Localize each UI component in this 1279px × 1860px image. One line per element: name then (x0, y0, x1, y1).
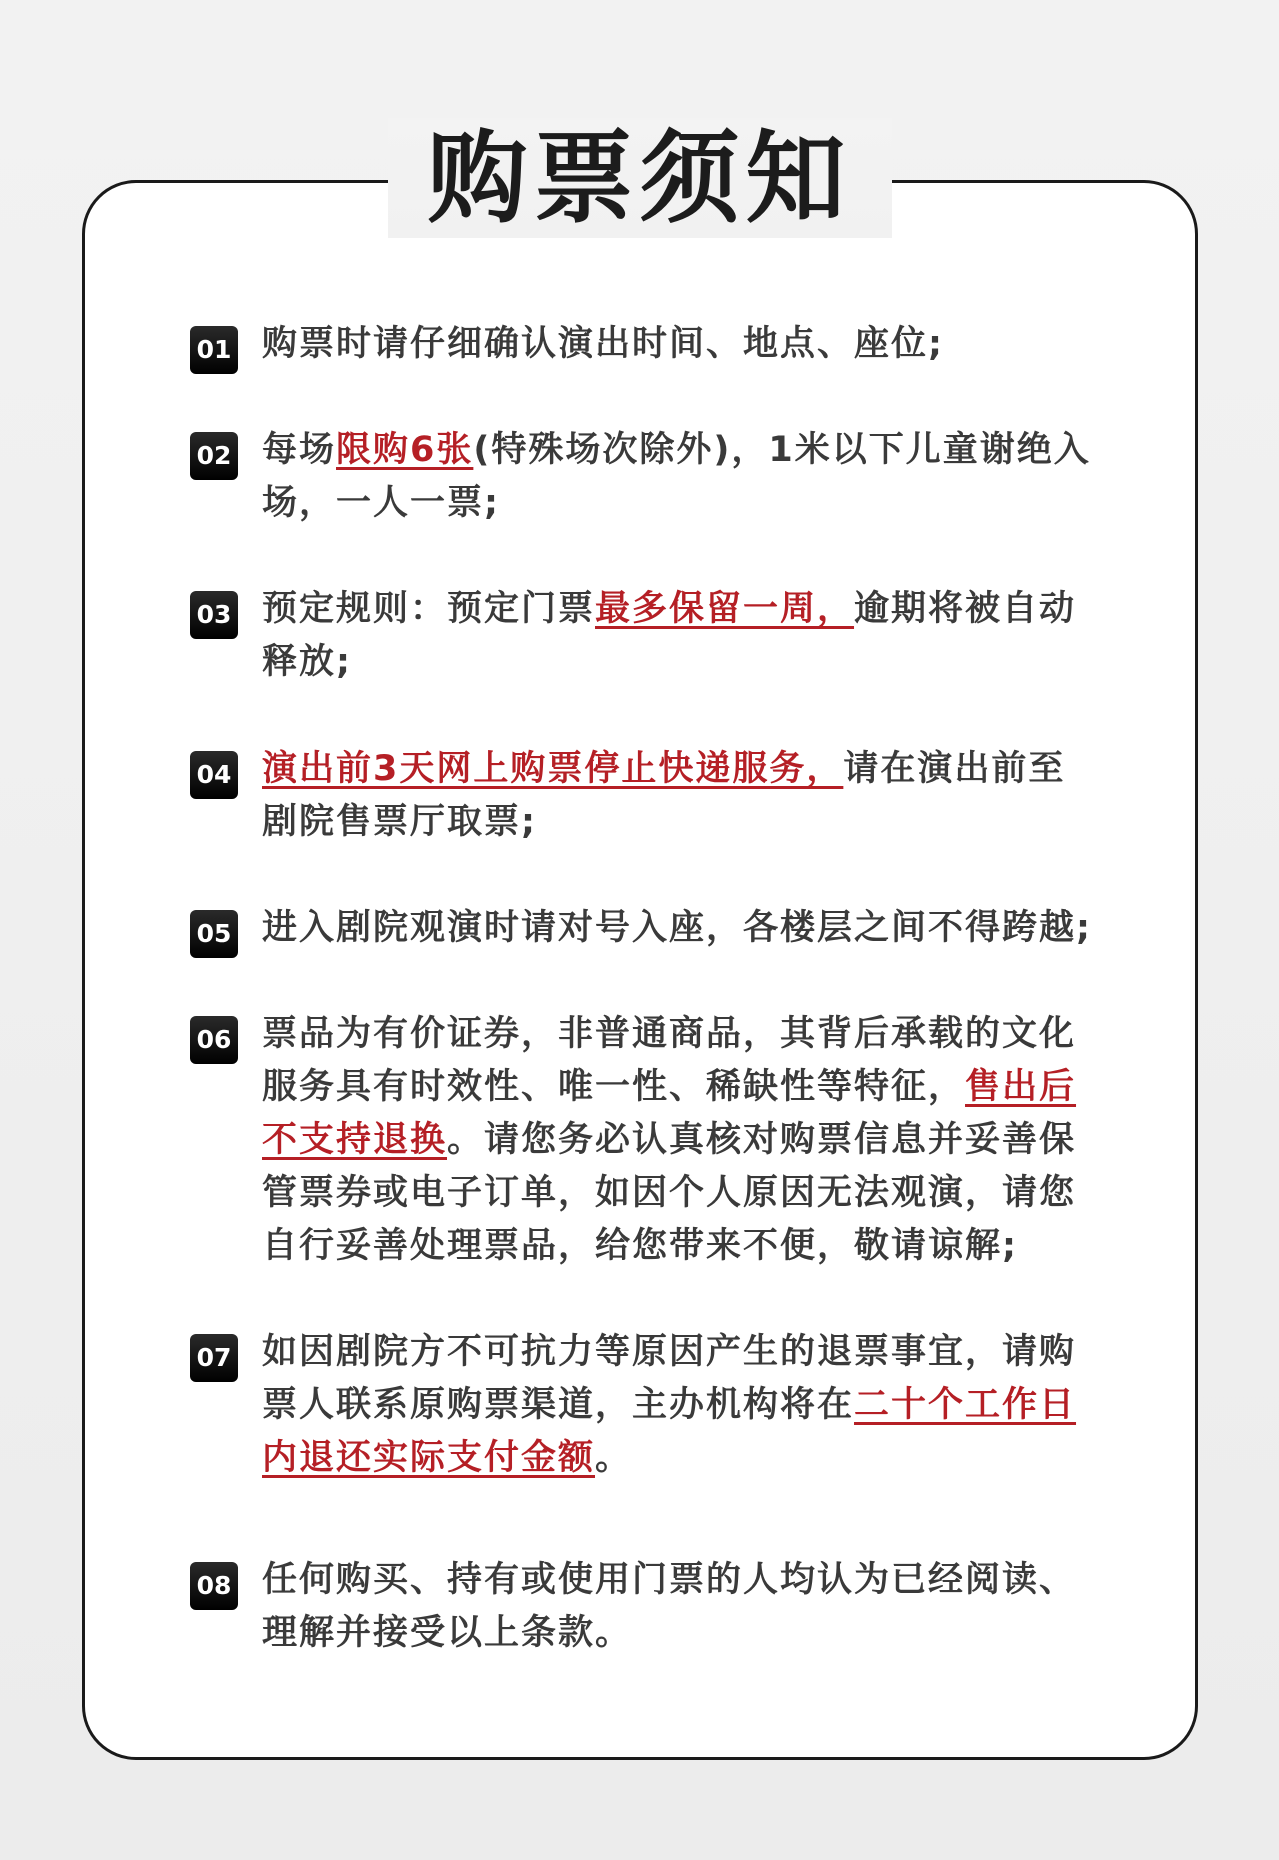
item-text: 每场 (262, 430, 337, 470)
item-number-badge: 07 (190, 1334, 238, 1382)
item-text: 任何购买、持有或使用门票的人均认为已经阅读、理解并接受以上条款。 (262, 1560, 1077, 1653)
item-text: 。请您务必认真核对购票信息并妥善保管票券或电子订单，如因个人原因无法观演，请您自行妥善处理票品，给您带来不便，敬请谅解; (262, 1120, 1077, 1266)
list-item (190, 1326, 1100, 1485)
list-item (190, 583, 1100, 689)
notice-card (82, 180, 1198, 1760)
item-highlight: 售出后不支持退换 (262, 1067, 1077, 1160)
item-number-badge: 06 (190, 1016, 238, 1064)
list-item (190, 424, 1100, 530)
item-number-badge: 02 (190, 432, 238, 480)
item-highlight: 最多保留一周， (595, 589, 855, 629)
list-item (190, 318, 944, 371)
list-item (190, 1008, 1100, 1273)
item-number-badge: 03 (190, 591, 238, 639)
item-highlight: 演出前3天网上购票停止快递服务， (262, 749, 844, 789)
item-text: 逾期将被自动释放; (262, 589, 1077, 682)
item-number-badge: 08 (190, 1562, 238, 1610)
item-highlight: 限购6张 (336, 430, 474, 470)
item-text: 请在演出前至剧院售票厅取票; (262, 749, 1066, 842)
item-text: 如因剧院方不可抗力等原因产生的退票事宜，请购票人联系原购票渠道，主办机构将在 (262, 1332, 1077, 1425)
item-number-badge: 04 (190, 751, 238, 799)
item-text: 预定规则：预定门票 (262, 589, 596, 629)
item-number-badge: 05 (190, 910, 238, 958)
page-title: 购票须知 (388, 118, 892, 238)
item-text: (特殊场次除外)，1米以下儿童谢绝入场，一人一票; (262, 430, 1091, 523)
list-item (190, 902, 1092, 955)
title-wrap (0, 118, 1279, 238)
item-number-badge: 01 (190, 326, 238, 374)
list-item (190, 743, 1100, 849)
list-item (190, 1554, 1100, 1660)
item-text: 票品为有价证券，非普通商品，其背后承载的文化服务具有时效性、唯一性、稀缺性等特征， (262, 1014, 1077, 1107)
item-text: 进入剧院观演时请对号入座，各楼层之间不得跨越; (262, 908, 1092, 948)
item-highlight: 二十个工作日内退还实际支付金额 (262, 1385, 1077, 1478)
item-text: 。 (595, 1438, 633, 1478)
item-text: 购票时请仔细确认演出时间、地点、座位; (262, 324, 944, 364)
